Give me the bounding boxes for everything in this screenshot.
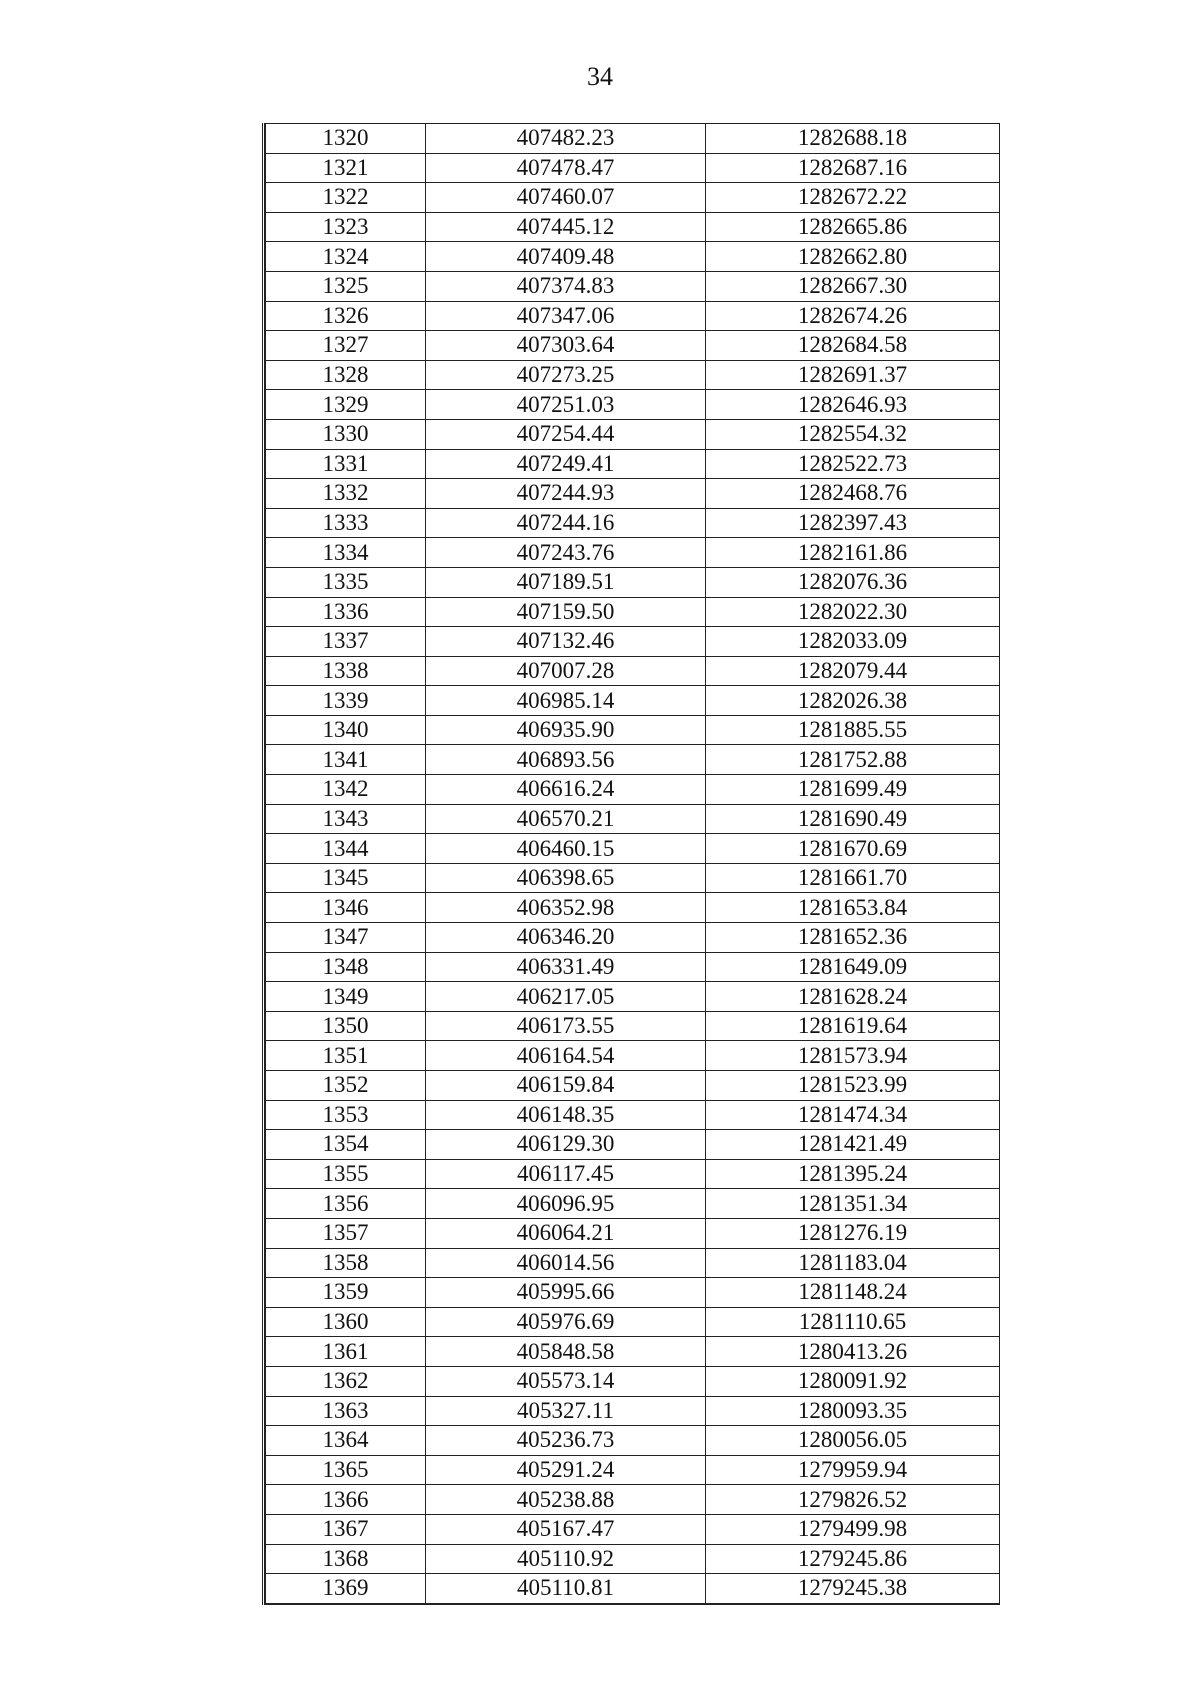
- y-coordinate-cell: 1281351.34: [706, 1189, 1000, 1219]
- point-number-cell: 1332: [266, 479, 426, 509]
- point-number-cell: 1331: [266, 449, 426, 479]
- x-coordinate-cell: 406935.90: [426, 715, 706, 745]
- y-coordinate-cell: 1282674.26: [706, 301, 1000, 331]
- y-coordinate-cell: 1282684.58: [706, 331, 1000, 361]
- point-number-cell: 1342: [266, 775, 426, 805]
- x-coordinate-cell: 407007.28: [426, 656, 706, 686]
- table-row: [266, 745, 1000, 775]
- point-number-cell: 1322: [266, 183, 426, 213]
- point-number-cell: 1326: [266, 301, 426, 331]
- y-coordinate-cell: 1280056.05: [706, 1426, 1000, 1456]
- table-row: [266, 775, 1000, 805]
- point-number-cell: 1357: [266, 1218, 426, 1248]
- x-coordinate-cell: 407409.48: [426, 242, 706, 272]
- x-coordinate-cell: 405167.47: [426, 1514, 706, 1544]
- y-coordinate-cell: 1282397.43: [706, 508, 1000, 538]
- table-row: [266, 538, 1000, 568]
- x-coordinate-cell: 407478.47: [426, 153, 706, 183]
- table-row: [266, 301, 1000, 331]
- x-coordinate-cell: 405110.81: [426, 1574, 706, 1604]
- y-coordinate-cell: 1280413.26: [706, 1337, 1000, 1367]
- x-coordinate-cell: 407244.16: [426, 508, 706, 538]
- x-coordinate-cell: 405291.24: [426, 1455, 706, 1485]
- x-coordinate-cell: 406117.45: [426, 1159, 706, 1189]
- table-row: [266, 1307, 1000, 1337]
- point-number-cell: 1338: [266, 656, 426, 686]
- table-row: [266, 656, 1000, 686]
- y-coordinate-cell: 1281110.65: [706, 1307, 1000, 1337]
- x-coordinate-cell: 406164.54: [426, 1041, 706, 1071]
- x-coordinate-cell: 406129.30: [426, 1130, 706, 1160]
- x-coordinate-cell: 406398.65: [426, 863, 706, 893]
- table-row: [266, 360, 1000, 390]
- x-coordinate-cell: 405848.58: [426, 1337, 706, 1367]
- y-coordinate-cell: 1282468.76: [706, 479, 1000, 509]
- x-coordinate-cell: 405976.69: [426, 1307, 706, 1337]
- y-coordinate-cell: 1280091.92: [706, 1366, 1000, 1396]
- y-coordinate-cell: 1279499.98: [706, 1514, 1000, 1544]
- table-row: [266, 567, 1000, 597]
- table-row: [266, 508, 1000, 538]
- table-row: [266, 419, 1000, 449]
- y-coordinate-cell: 1281885.55: [706, 715, 1000, 745]
- x-coordinate-cell: 407243.76: [426, 538, 706, 568]
- x-coordinate-cell: 406346.20: [426, 923, 706, 953]
- x-coordinate-cell: 406570.21: [426, 804, 706, 834]
- point-number-cell: 1341: [266, 745, 426, 775]
- point-number-cell: 1364: [266, 1426, 426, 1456]
- point-number-cell: 1323: [266, 212, 426, 242]
- table-row: [266, 271, 1000, 301]
- y-coordinate-cell: 1282522.73: [706, 449, 1000, 479]
- y-coordinate-cell: 1282076.36: [706, 567, 1000, 597]
- y-coordinate-cell: 1282688.18: [706, 124, 1000, 154]
- point-number-cell: 1325: [266, 271, 426, 301]
- table-row: [266, 1071, 1000, 1101]
- point-number-cell: 1361: [266, 1337, 426, 1367]
- point-number-cell: 1333: [266, 508, 426, 538]
- x-coordinate-cell: 406173.55: [426, 1011, 706, 1041]
- point-number-cell: 1348: [266, 952, 426, 982]
- y-coordinate-cell: 1279826.52: [706, 1485, 1000, 1515]
- x-coordinate-cell: 407445.12: [426, 212, 706, 242]
- table-row: [266, 1248, 1000, 1278]
- table-row: [266, 183, 1000, 213]
- point-number-cell: 1353: [266, 1100, 426, 1130]
- y-coordinate-cell: 1282672.22: [706, 183, 1000, 213]
- y-coordinate-cell: 1282662.80: [706, 242, 1000, 272]
- table-row: [266, 1041, 1000, 1071]
- x-coordinate-cell: 407249.41: [426, 449, 706, 479]
- point-number-cell: 1350: [266, 1011, 426, 1041]
- x-coordinate-cell: 407159.50: [426, 597, 706, 627]
- x-coordinate-cell: 407303.64: [426, 331, 706, 361]
- table-row: [266, 1514, 1000, 1544]
- y-coordinate-cell: 1282022.30: [706, 597, 1000, 627]
- point-number-cell: 1347: [266, 923, 426, 953]
- point-number-cell: 1334: [266, 538, 426, 568]
- table-row: [266, 124, 1000, 154]
- point-number-cell: 1328: [266, 360, 426, 390]
- table-row: [266, 1130, 1000, 1160]
- table-row: [266, 863, 1000, 893]
- point-number-cell: 1321: [266, 153, 426, 183]
- point-number-cell: 1345: [266, 863, 426, 893]
- point-number-cell: 1359: [266, 1278, 426, 1308]
- table-row: [266, 834, 1000, 864]
- table-row: [266, 1159, 1000, 1189]
- table-row: [266, 1574, 1000, 1604]
- point-number-cell: 1320: [266, 124, 426, 154]
- point-number-cell: 1363: [266, 1396, 426, 1426]
- x-coordinate-cell: 407273.25: [426, 360, 706, 390]
- x-coordinate-cell: 406148.35: [426, 1100, 706, 1130]
- y-coordinate-cell: 1281670.69: [706, 834, 1000, 864]
- y-coordinate-cell: 1281628.24: [706, 982, 1000, 1012]
- y-coordinate-cell: 1281421.49: [706, 1130, 1000, 1160]
- y-coordinate-cell: 1282079.44: [706, 656, 1000, 686]
- y-coordinate-cell: 1281649.09: [706, 952, 1000, 982]
- point-number-cell: 1351: [266, 1041, 426, 1071]
- y-coordinate-cell: 1282646.93: [706, 390, 1000, 420]
- y-coordinate-cell: 1281653.84: [706, 893, 1000, 923]
- y-coordinate-cell: 1281573.94: [706, 1041, 1000, 1071]
- table-row: [266, 1426, 1000, 1456]
- table-row: [266, 331, 1000, 361]
- table-row: [266, 627, 1000, 657]
- x-coordinate-cell: 406331.49: [426, 952, 706, 982]
- point-number-cell: 1337: [266, 627, 426, 657]
- x-coordinate-cell: 406064.21: [426, 1218, 706, 1248]
- point-number-cell: 1343: [266, 804, 426, 834]
- point-number-cell: 1327: [266, 331, 426, 361]
- point-number-cell: 1330: [266, 419, 426, 449]
- table-row: [266, 212, 1000, 242]
- x-coordinate-cell: 405573.14: [426, 1366, 706, 1396]
- table-row: [266, 242, 1000, 272]
- point-number-cell: 1355: [266, 1159, 426, 1189]
- y-coordinate-cell: 1279245.86: [706, 1544, 1000, 1574]
- coordinates-table: [265, 123, 1000, 1605]
- table-row: [266, 153, 1000, 183]
- x-coordinate-cell: 405327.11: [426, 1396, 706, 1426]
- x-coordinate-cell: 407347.06: [426, 301, 706, 331]
- x-coordinate-cell: 407374.83: [426, 271, 706, 301]
- y-coordinate-cell: 1281148.24: [706, 1278, 1000, 1308]
- point-number-cell: 1352: [266, 1071, 426, 1101]
- x-coordinate-cell: 407132.46: [426, 627, 706, 657]
- x-coordinate-cell: 407189.51: [426, 567, 706, 597]
- y-coordinate-cell: 1281652.36: [706, 923, 1000, 953]
- y-coordinate-cell: 1281661.70: [706, 863, 1000, 893]
- point-number-cell: 1368: [266, 1544, 426, 1574]
- coordinates-table-wrapper: [262, 123, 1002, 1605]
- table-row: [266, 1218, 1000, 1248]
- table-row: [266, 1366, 1000, 1396]
- table-row: [266, 479, 1000, 509]
- x-coordinate-cell: 405110.92: [426, 1544, 706, 1574]
- x-coordinate-cell: 406096.95: [426, 1189, 706, 1219]
- table-row: [266, 1100, 1000, 1130]
- point-number-cell: 1365: [266, 1455, 426, 1485]
- table-row: [266, 1544, 1000, 1574]
- y-coordinate-cell: 1281752.88: [706, 745, 1000, 775]
- y-coordinate-cell: 1281395.24: [706, 1159, 1000, 1189]
- point-number-cell: 1336: [266, 597, 426, 627]
- table-row: [266, 686, 1000, 716]
- y-coordinate-cell: 1281183.04: [706, 1248, 1000, 1278]
- y-coordinate-cell: 1281619.64: [706, 1011, 1000, 1041]
- table-row: [266, 804, 1000, 834]
- x-coordinate-cell: 406985.14: [426, 686, 706, 716]
- point-number-cell: 1362: [266, 1366, 426, 1396]
- coordinates-table-body: [266, 124, 1000, 1604]
- page-number: 34: [587, 62, 613, 91]
- table-row: [266, 449, 1000, 479]
- x-coordinate-cell: 406460.15: [426, 834, 706, 864]
- x-coordinate-cell: 405995.66: [426, 1278, 706, 1308]
- x-coordinate-cell: 405238.88: [426, 1485, 706, 1515]
- x-coordinate-cell: 406217.05: [426, 982, 706, 1012]
- table-row: [266, 1189, 1000, 1219]
- table-row: [266, 1278, 1000, 1308]
- point-number-cell: 1354: [266, 1130, 426, 1160]
- x-coordinate-cell: 407254.44: [426, 419, 706, 449]
- table-row: [266, 1396, 1000, 1426]
- table-row: [266, 1455, 1000, 1485]
- point-number-cell: 1346: [266, 893, 426, 923]
- x-coordinate-cell: 406616.24: [426, 775, 706, 805]
- y-coordinate-cell: 1281276.19: [706, 1218, 1000, 1248]
- point-number-cell: 1335: [266, 567, 426, 597]
- table-row: [266, 597, 1000, 627]
- y-coordinate-cell: 1282667.30: [706, 271, 1000, 301]
- point-number-cell: 1367: [266, 1514, 426, 1544]
- y-coordinate-cell: 1280093.35: [706, 1396, 1000, 1426]
- y-coordinate-cell: 1282687.16: [706, 153, 1000, 183]
- point-number-cell: 1340: [266, 715, 426, 745]
- y-coordinate-cell: 1282161.86: [706, 538, 1000, 568]
- y-coordinate-cell: 1282033.09: [706, 627, 1000, 657]
- x-coordinate-cell: 407482.23: [426, 124, 706, 154]
- y-coordinate-cell: 1281523.99: [706, 1071, 1000, 1101]
- y-coordinate-cell: 1281699.49: [706, 775, 1000, 805]
- point-number-cell: 1329: [266, 390, 426, 420]
- table-row: [266, 923, 1000, 953]
- x-coordinate-cell: 407460.07: [426, 183, 706, 213]
- table-row: [266, 1337, 1000, 1367]
- x-coordinate-cell: 406893.56: [426, 745, 706, 775]
- table-row: [266, 952, 1000, 982]
- table-row: [266, 1011, 1000, 1041]
- y-coordinate-cell: 1281474.34: [706, 1100, 1000, 1130]
- point-number-cell: 1349: [266, 982, 426, 1012]
- x-coordinate-cell: 406352.98: [426, 893, 706, 923]
- y-coordinate-cell: 1282665.86: [706, 212, 1000, 242]
- x-coordinate-cell: 407251.03: [426, 390, 706, 420]
- y-coordinate-cell: 1279245.38: [706, 1574, 1000, 1604]
- x-coordinate-cell: 405236.73: [426, 1426, 706, 1456]
- point-number-cell: 1324: [266, 242, 426, 272]
- y-coordinate-cell: 1281690.49: [706, 804, 1000, 834]
- y-coordinate-cell: 1282691.37: [706, 360, 1000, 390]
- point-number-cell: 1360: [266, 1307, 426, 1337]
- table-row: [266, 893, 1000, 923]
- x-coordinate-cell: 406014.56: [426, 1248, 706, 1278]
- point-number-cell: 1339: [266, 686, 426, 716]
- point-number-cell: 1344: [266, 834, 426, 864]
- point-number-cell: 1369: [266, 1574, 426, 1604]
- table-row: [266, 1485, 1000, 1515]
- point-number-cell: 1358: [266, 1248, 426, 1278]
- y-coordinate-cell: 1282026.38: [706, 686, 1000, 716]
- point-number-cell: 1356: [266, 1189, 426, 1219]
- table-row: [266, 390, 1000, 420]
- table-row: [266, 715, 1000, 745]
- y-coordinate-cell: 1282554.32: [706, 419, 1000, 449]
- point-number-cell: 1366: [266, 1485, 426, 1515]
- x-coordinate-cell: 406159.84: [426, 1071, 706, 1101]
- table-row: [266, 982, 1000, 1012]
- x-coordinate-cell: 407244.93: [426, 479, 706, 509]
- y-coordinate-cell: 1279959.94: [706, 1455, 1000, 1485]
